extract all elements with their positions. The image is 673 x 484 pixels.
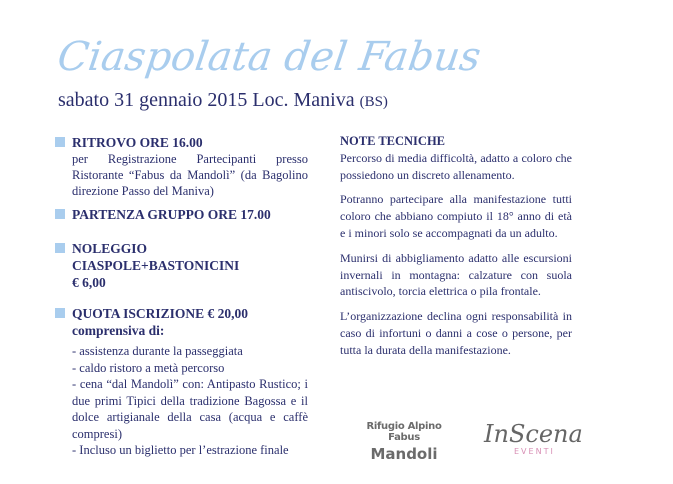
item-price: € 6,00 xyxy=(72,275,106,290)
rifugio-logo-line2: Mandoli xyxy=(370,445,438,463)
include-line: - Incluso un biglietto per l’estrazione finale xyxy=(72,443,289,457)
include-line: - caldo ristoro a metà percorso xyxy=(72,360,225,375)
program-column xyxy=(55,134,308,459)
notes-paragraph: Munirsi di abbigliamento adatto alle escursioni invernali in montagna: calzature con suola antiscivolo, torcia elettrica o pila frontale. xyxy=(340,250,572,299)
item-heading: PARTENZA GRUPPO ORE 17.00 xyxy=(72,207,271,222)
rifugio-logo xyxy=(354,421,454,463)
bullet-square-icon xyxy=(55,308,65,318)
notes-paragraph: Potranno partecipare alla manifestazione tutti coloro che abbiano compiuto il 18° anno di età e i minori solo se accompagnati da un adulto. xyxy=(340,192,572,240)
date-location-text: sabato 31 gennaio 2015 Loc. Maniva xyxy=(58,89,355,111)
item-heading: NOLEGGIO CIASPOLE+BASTONICINI xyxy=(72,241,240,273)
program-item-partenza xyxy=(55,206,308,223)
inscena-logo-sub: EVENTI xyxy=(514,447,555,456)
includes-list xyxy=(72,343,308,459)
include-line: - assistenza durante la passeggiata xyxy=(72,344,243,358)
inscena-logo-text: InScena xyxy=(484,420,583,448)
rifugio-logo-line1: Rifugio Alpino Fabus xyxy=(366,421,442,443)
bullet-square-icon xyxy=(55,209,65,219)
event-date-location xyxy=(58,89,388,112)
item-heading: QUOTA ISCRIZIONE € 20,00 xyxy=(72,306,249,321)
program-item-noleggio xyxy=(55,240,308,291)
item-subheading: comprensiva di: xyxy=(72,323,165,338)
technical-notes xyxy=(340,133,572,367)
program-item-quota xyxy=(55,305,308,459)
bullet-square-icon xyxy=(55,243,65,253)
event-title: Ciaspolata del Fabus xyxy=(54,34,484,80)
notes-heading: NOTE TECNICHE xyxy=(340,134,446,148)
include-line: - cena “dal Mandolì” con: Antipasto Rustico; i due primi Tipici della tradizione Bagossa e il dolce artigianale della casa (acqua e caffè compresi) xyxy=(72,377,308,441)
notes-paragraph: L’organizzazione declina ogni responsabilità in caso di infortuni o danni a cose o persone, per tutta la durata della manifestazione. xyxy=(340,309,572,357)
bullet-square-icon xyxy=(55,137,65,147)
notes-paragraph: Percorso di media difficoltà, adatto a coloro che possiedono un discreto allenamento. xyxy=(340,150,572,182)
item-body: per Registrazione Partecipanti presso Ristorante “Fabus da Mandolì” (da Bagolino direzione Passo del Maniva) xyxy=(72,152,308,198)
inscena-logo xyxy=(484,420,583,460)
province: (BS) xyxy=(359,94,388,110)
program-item-ritrovo xyxy=(55,134,308,199)
item-heading: RITROVO ORE 16.00 xyxy=(72,135,203,150)
